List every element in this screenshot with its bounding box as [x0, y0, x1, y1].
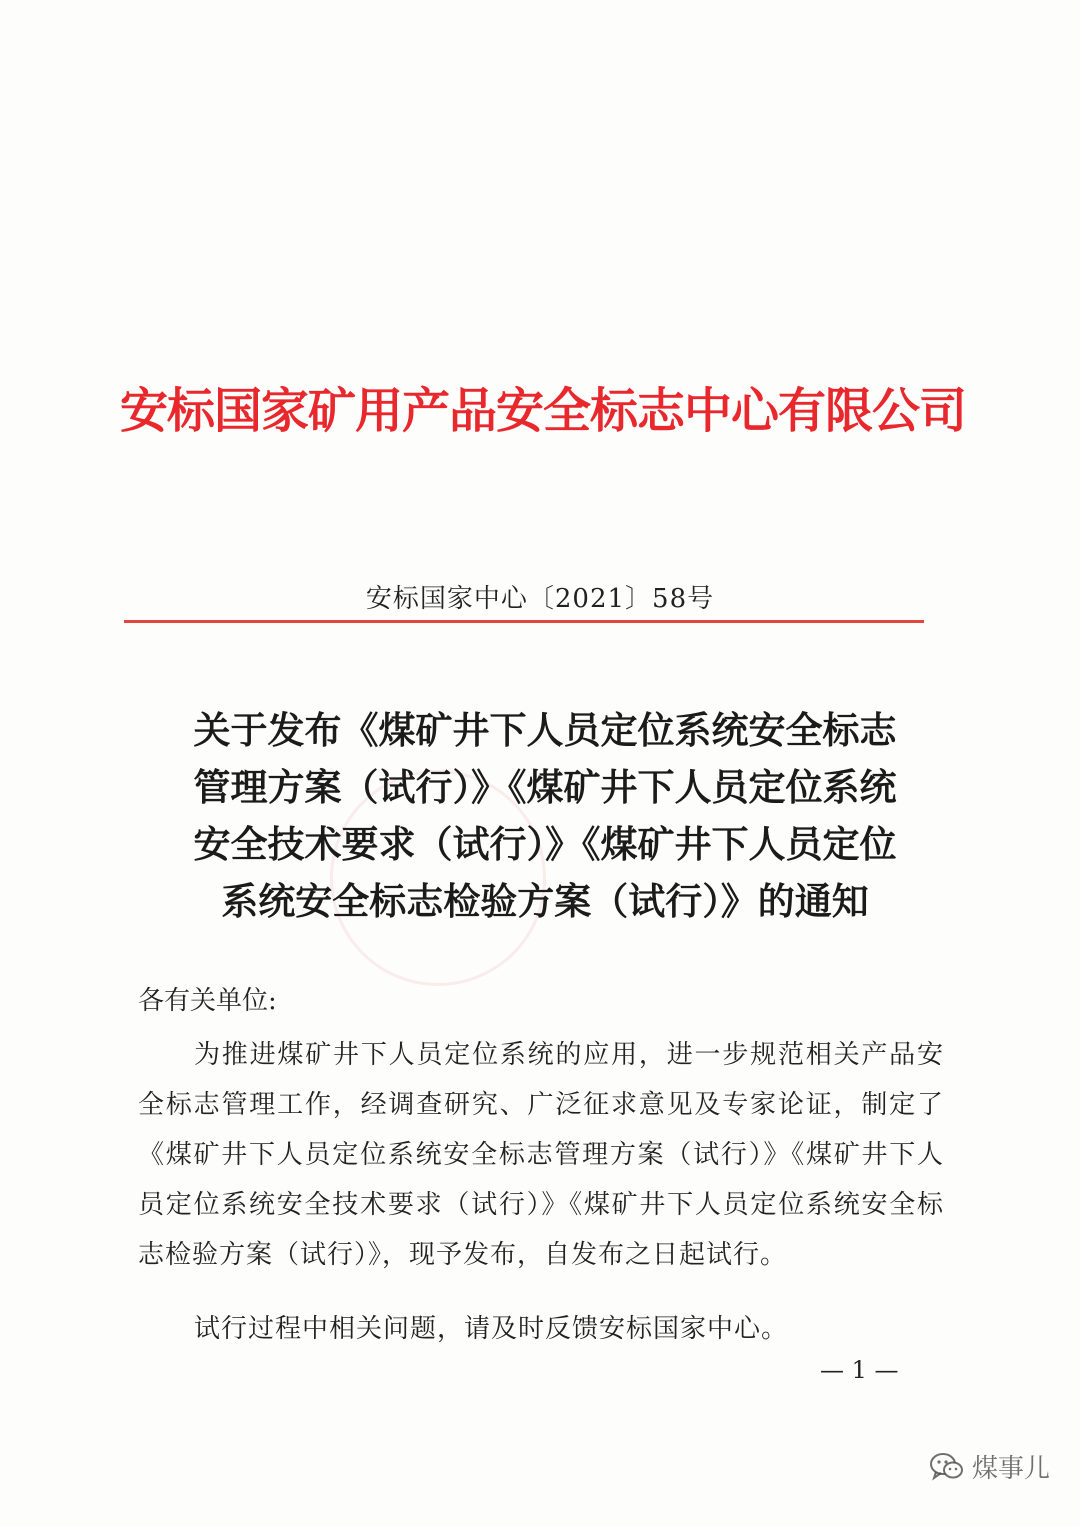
salutation: 各有关单位:	[138, 986, 277, 1016]
wechat-icon	[930, 1452, 964, 1482]
title-line-1: 关于发布《煤矿井下人员定位系统安全标志	[193, 708, 897, 752]
organization-header: 安标国家矿用产品安全标志中心有限公司	[120, 383, 967, 439]
document-number: 安标国家中心〔2021〕58号	[365, 584, 715, 614]
watermark-text: 煤事儿	[972, 1454, 1051, 1484]
title-line-3: 安全技术要求（试行）》《煤矿井下人员定位	[193, 822, 897, 866]
red-divider-line	[124, 620, 924, 623]
notice-title	[150, 702, 940, 930]
body-paragraph-1: 为推进煤矿井下人员定位系统的应用，进一步规范相关产品安全标志管理工作，经调查研究、广泛征求意见及专家论证，制定了《煤矿井下人员定位系统安全标志管理方案（试行）》《煤矿井下人员定位系统安全技术要求（试行）》《煤矿井下人员定位系统安全标志检验方案（试行）》，现予发布，自发布之日起试行。	[138, 1040, 944, 1270]
title-line-2: 管理方案（试行）》《煤矿井下人员定位系统	[193, 765, 897, 809]
page-number: — 1 —	[820, 1356, 899, 1384]
title-line-4: 系统安全标志检验方案（试行）》的通知	[221, 879, 869, 923]
body-paragraph-2: 试行过程中相关问题，请及时反馈安标国家中心。	[194, 1314, 789, 1344]
wechat-watermark	[930, 1448, 1050, 1485]
